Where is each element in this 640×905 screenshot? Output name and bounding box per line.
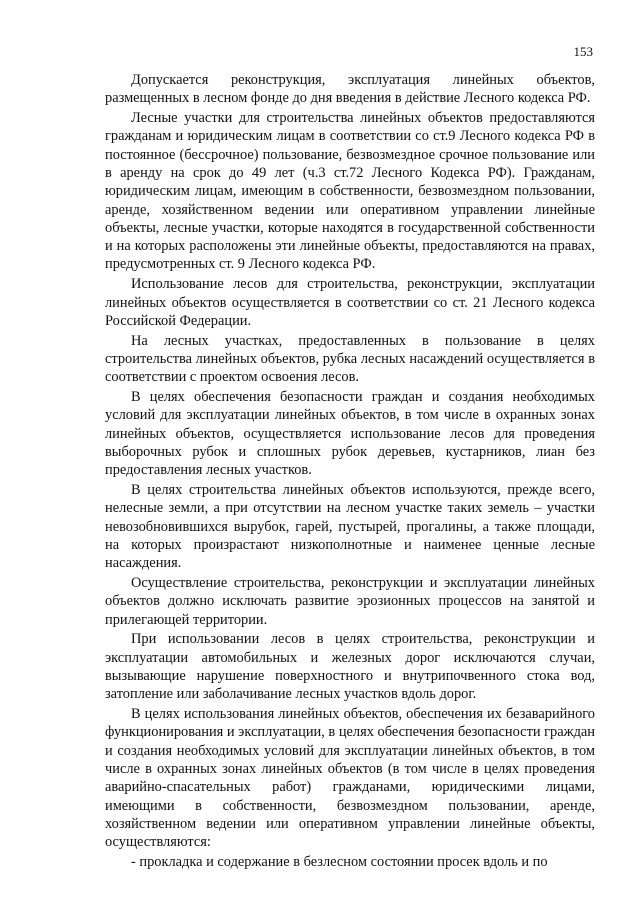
page-number: 153 xyxy=(573,44,593,59)
paragraph: Допускается реконструкция, эксплуатация линейных объектов, размещенных в лесном фонде до дня введения в действие Лесного кодекса РФ. xyxy=(105,72,595,107)
page-body xyxy=(105,71,595,873)
paragraph: В целях использования линейных объектов, обеспечения их безаварийного функционирования и эксплуатации, в целях обеспечения безопасности граждан и создания необходимых условий для эксплуатации линейных объектов, в том числе в охранных зонах линейных объектов (в том числе в целях проведения аварийно-спасательных работ) гражданами, юридическими лицами, имеющими в собственности, безвозмездном пользовании, аренде, хозяйственном ведении или оперативном управлении линейные объекты, осуществляются: xyxy=(105,706,595,851)
paragraph: Лесные участки для строительства линейных объектов предоставляются гражданам и юридическим лицам в соответствии со ст.9 Лесного кодекса РФ в постоянное (бессрочное) пользование, безвозмездное срочное пользование или в аренду на срок до 49 лет (ч.3 ст.72 Лесного Кодекса РФ). Гражданам, юридическим лицам, имеющим в собственности, безвозмездном пользовании, аренде, хозяйственном ведении или оперативном управлении линейные объекты, лесные участки, которые находятся в государственной собственности и на которых расположены эти линейные объекты, предоставляются на правах, предусмотренных ст. 9 Лесного кодекса РФ. xyxy=(105,110,595,273)
paragraph: Осуществление строительства, реконструкции и эксплуатации линейных объектов должно исключать развитие эрозионных процессов на занятой и прилегающей территории. xyxy=(105,575,595,628)
paragraph: Использование лесов для строительства, реконструкции, эксплуатации линейных объектов осуществляется в соответствии со ст. 21 Лесного кодекса Российской Федерации. xyxy=(105,276,595,329)
paragraph: В целях обеспечения безопасности граждан и создания необходимых условий для эксплуатации линейных объектов, в том числе в охранных зонах линейных объектов, осуществляется использование лесов для проведения выборочных рубок и сплошных рубок деревьев, кустарников, лиан без предоставления лесных участков. xyxy=(105,389,595,479)
paragraph: - прокладка и содержание в безлесном состоянии просек вдоль и по xyxy=(131,853,548,870)
paragraph: При использовании лесов в целях строительства, реконструкции и эксплуатации автомобильных и железных дорог исключаются случаи, вызывающие нарушение поверхностного и внутрипочвенного стока вод, затопление или заболачивание лесных участков вдоль дорог. xyxy=(105,631,595,703)
paragraph: В целях строительства линейных объектов используются, прежде всего, нелесные земли, а при отсутствии на лесном участке таких земель – участки невозобновившихся вырубок, гарей, пустырей, прогалины, а также площади, на которых произрастают низкополнотные и наименее ценные лесные насаждения. xyxy=(105,482,595,572)
paragraph: На лесных участках, предоставленных в пользование в целях строительства линейных объектов, рубка лесных насаждений осуществляется в соответствии с проектом освоения лесов. xyxy=(105,332,595,386)
